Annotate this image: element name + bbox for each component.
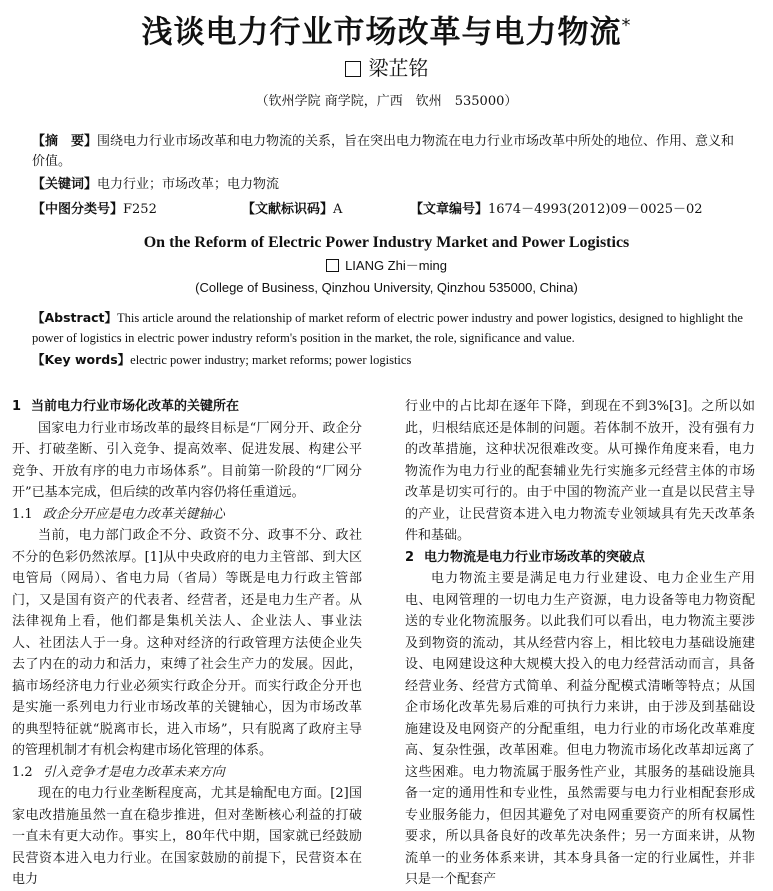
section-1-1-number: 1.1 [12,506,33,522]
abstract-cn-label: 【摘 要】 [32,134,98,149]
abstract-en-label: 【Abstract】 [32,310,118,325]
english-affiliation: (College of Business, Qinzhou University, Qinzhou 535000, China) [195,280,578,295]
section-1-paragraph: 国家电力行业市场改革的最终目标是“厂网分开、政企分开、打破垄断、引入竞争、提高效率、促进发展、构建公平竞争、开放有序的电力市场体系”。目前第一阶段的“厂网分开”已基本完成，但后续的改革内容仍将任重道远。 [12,420,362,500]
abstract-en [32,308,744,348]
section-1-1-heading [12,504,362,526]
paper-title [0,4,773,54]
author-name: 梁芷铭 [368,56,429,80]
author-line [0,54,773,82]
section-1-2-number: 1.2 [12,764,33,780]
section-1-1-title: 政企分开应是电力改革关键轴心 [42,506,225,522]
clc-label: 【中图分类号】 [32,202,124,217]
section-2-number: 2 [405,549,415,565]
title-text: 浅谈电力行业市场改革与电力物流 [141,14,622,51]
affiliation: （钦州学院 商学院，广西 钦州 535000） [255,94,518,109]
english-author-name: LIANG Zhi－ming [345,258,447,273]
section-1-2-heading [12,762,362,784]
english-title: On the Reform of Electric Power Industry Market and Power Logistics [143,234,630,251]
body-column-right [405,396,755,891]
section-2-heading [405,547,755,569]
section-1-2-title: 引入竞争才是电力改革未来方向 [42,764,225,780]
author-box-icon [345,61,361,77]
title-footnote-mark: * [621,15,632,36]
keywords-en-text: electric power industry; market reforms; power logistics [130,353,412,367]
doc-code-label: 【文献标识码】 [242,202,334,217]
abstract-cn [32,132,744,172]
section-1-1-paragraph: 当前，电力部门政企不分、政资不分、政事不分、政社不分的色彩仍然浓厚。[1]从中央政府的电力主管部、到大区电管局（网局）、省电力局（省局）等既是电力行政主管部门，又是国有资产的代表者、经营者，还是电力生产者。从法律视角上看，他们都是集机关法人、企业法人、事业法人、社团法人于一身。这种对经济的行政管理方法使企业失去了内在的动力和活力，束缚了社会生产力的发展。因此，搞市场经济电力行业必须实行政企分开。而实行政企分开也是实施一系列电力行业市场改革的关键轴心，因为市场改革的典型特征就“脱离市长，进入市场”，只有脱离了政府主导的管理机制才有机会构建市场化管理的体系。 [12,528,362,758]
section-2-title: 电力物流是电力行业市场改革的突破点 [424,549,646,565]
section-1-heading [12,396,362,418]
article-number-label: 【文章编号】 [410,202,489,217]
clc-value: F252 [123,202,157,217]
abstract-cn-text: 围绕电力行业市场改革和电力物流的关系，旨在突出电力物流在电力行业市场改革中所处的地位、作用、意义和价值。 [32,134,735,169]
classification-line [32,200,744,220]
english-author-line [0,256,773,276]
continued-paragraph: 行业中的占比却在逐年下降，到现在不到3%[3]。之所以如此，归根结底还是体制的问题。若体制不放开，没有强有力的改革措施，这种状况很难改变。从可操作角度来看，电力物流作为电力行业的配套辅业先行实施多元经营主体的市场改革是切实可行的。由于中国的物流产业一直是以民营主导的产业，让民营资本进入电力物流专业领域具有先天改革条件和基础。 [405,399,755,543]
section-2-paragraph: 电力物流主要是满足电力行业建设、电力企业生产用电、电网管理的一切电力生产资源，电力设备等电力物资配送的专业化物流服务。以此我们可以看出，电力物流主要涉及到物资的流动，其从经营内容上，相比较电力基础设施建设、电网建设这种大规模大投入的电力经营活动而言，具备经营业务、经营方式简单、利益分配模式清晰等特点；从国企市场化改革先易后难的可执行力来讲，由于涉及到基础设施建设及电网资产的分配重组，电力行业的市场化改革难度高、复杂性强，改革困难。但电力物流市场化改革却远离了这些困难。电力物流属于服务性产业，其服务的基础设施具备一定的通用性和专业性，虽然需要与电力行业相配套形成专业服务能力，但因其避免了对电网重要资产的所有权属性要求，所以具备良好的改革先决条件；另一方面来讲，从物流单一的业务体系来讲，其本身具备一定的行业属性，并非只是一个配套产 [405,571,755,887]
section-1-number: 1 [12,399,22,414]
keywords-en [32,350,744,370]
article-number-value: 1674－4993(2012)09－0025－02 [488,202,703,217]
body-column-left [12,396,362,891]
keywords-cn [32,175,744,195]
section-1-title: 当前电力行业市场化改革的关键所在 [31,399,240,414]
abstract-en-text: This article around the relationship of market reform of electric power industry and power logistics, designed to highlight the power of logistics in electric power industry reform's position in the market, the role, significance and value. [32,311,743,345]
keywords-en-label: 【Key words】 [32,352,131,367]
english-author-box-icon [326,259,339,272]
keywords-cn-label: 【关键词】 [32,177,98,192]
doc-code-value: A [333,202,343,217]
keywords-cn-text: 电力行业；市场改革；电力物流 [97,177,280,192]
section-1-2-paragraph: 现在的电力行业垄断程度高，尤其是输配电方面。[2]国家电改措施虽然一直在稳步推进，但对垄断核心利益的打破一直未有更大动作。事实上，80年代中期，国家就已经鼓励民营资本进入电力行业。在国家鼓励的前提下，民营资本在电力 [12,786,362,887]
